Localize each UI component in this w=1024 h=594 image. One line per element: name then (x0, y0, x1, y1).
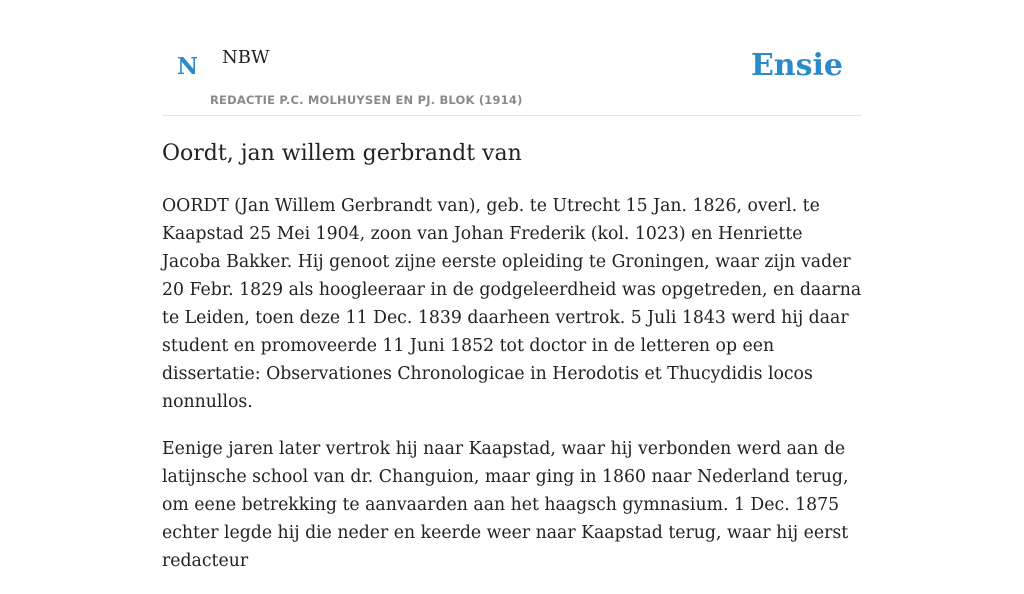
source-name[interactable]: NBW (222, 47, 270, 68)
article-paragraph: Eenige jaren later vertrok hij naar Kaapstad, waar hij verbonden werd aan de latijnsche school van dr. Changuion, maar ging in 1860 naar Nederland terug, om eene betrekking te aanvaarden aan het haagsch gymnasium. 1 Dec. 1875 echter legde hij die neder en keerde weer naar Kaapstad terug, waar hij eerst redacteur (162, 439, 849, 571)
article-body (162, 192, 862, 594)
source-logo[interactable]: N (177, 53, 199, 80)
source-credit: REDACTIE P.C. MOLHUYSEN EN PJ. BLOK (1914) (210, 93, 523, 107)
article-title: Oordt, jan willem gerbrandt van (162, 141, 522, 166)
article-paragraph: OORDT (Jan Willem Gerbrandt van), geb. te Utrecht 15 Jan. 1826, overl. te Kaapstad 25 Mei 1904, zoon van Johan Frederik (kol. 1023) en Henriette Jacoba Bakker. Hij genoot zijne eerste opleiding te Groningen, waar zijn vader 20 Febr. 1829 als hoogleeraar in de godgeleerdheid was opgetreden, en daarna te Leiden, toen deze 11 Dec. 1839 daarheen vertrok. 5 Juli 1843 werd hij daar student en promoveerde 11 Juni 1852 tot doctor in de letteren op een dissertatie: Observationes Chronologicae in Herodotis et Thucydidis locos nonnullos. (162, 196, 862, 412)
ensie-logo[interactable]: Ensie (750, 48, 843, 83)
source-header (162, 0, 862, 116)
